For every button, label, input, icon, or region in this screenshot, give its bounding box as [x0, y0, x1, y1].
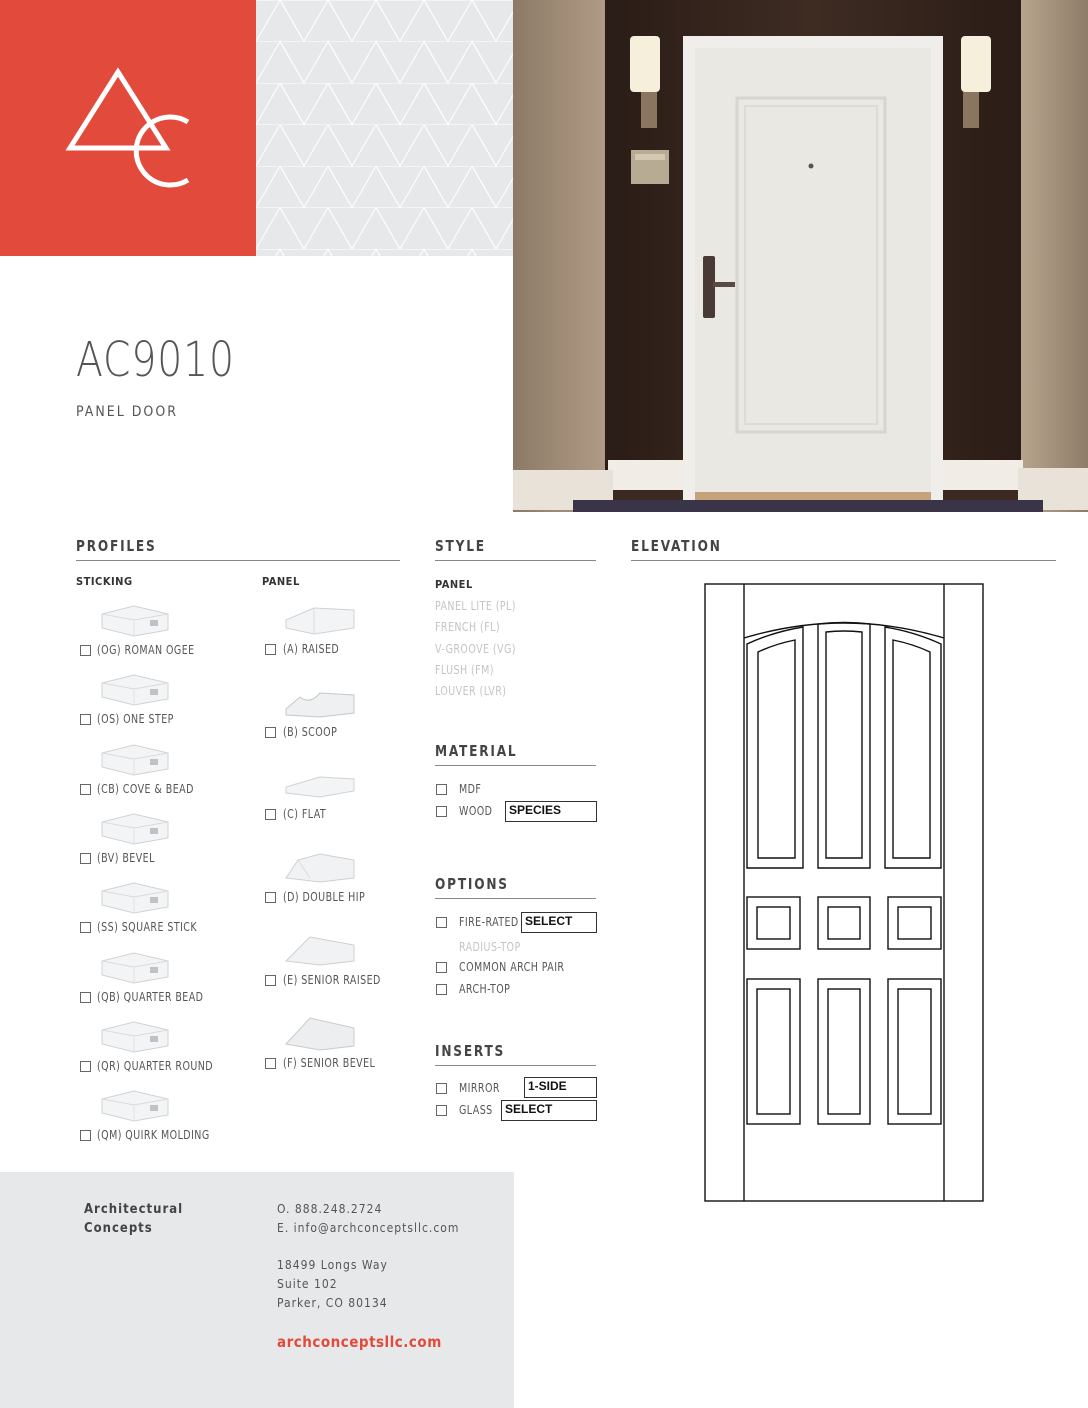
sticking-label: (BV) BEVEL	[97, 850, 155, 865]
sticking-heading: STICKING	[76, 575, 133, 588]
wood-label: WOOD	[459, 804, 493, 818]
sticking-label: (CB) COVE & BEAD	[97, 781, 194, 796]
hotel-door-image	[513, 0, 1088, 512]
sticking-label: (QB) QUARTER BEAD	[97, 989, 204, 1004]
glass-checkbox[interactable]	[436, 1105, 447, 1116]
style-divider	[435, 560, 596, 561]
panel-profile-label: (C) FLAT	[283, 807, 327, 822]
door-photo	[513, 0, 1088, 512]
mirror-checkbox[interactable]	[436, 1083, 447, 1094]
style-option[interactable]: V-GROOVE (VG)	[435, 641, 516, 656]
sticking-profile-icon	[94, 808, 172, 844]
panel-profile-icon	[280, 848, 358, 884]
style-option[interactable]: PANEL LITE (PL)	[435, 599, 516, 613]
phone-number[interactable]: O. 888.248.2724	[277, 1202, 383, 1216]
contact-info	[277, 1200, 459, 1238]
triangle-pattern	[256, 0, 513, 256]
panel-profile-checkbox[interactable]	[265, 644, 276, 655]
fire-rated-label: FIRE-RATED	[459, 915, 519, 929]
panel-profile-checkbox[interactable]	[265, 1058, 276, 1069]
sticking-checkbox[interactable]	[80, 645, 91, 656]
mdf-label: MDF	[459, 782, 482, 796]
panel-profile-icon	[280, 931, 358, 967]
sticking-profile-icon	[94, 669, 172, 705]
sticking-profile-icon	[94, 739, 172, 775]
panel-profile-label: (A) RAISED	[283, 642, 340, 656]
company-name	[84, 1200, 183, 1238]
style-option[interactable]: FRENCH (FL)	[435, 620, 500, 635]
species-field[interactable]: SPECIES	[505, 801, 597, 822]
sticking-label: (QR) QUARTER ROUND	[97, 1058, 214, 1073]
panel-profile-icon	[280, 765, 358, 801]
email-address[interactable]: E. info@archconceptsllc.com	[277, 1221, 460, 1235]
company-name-line1: Architectural	[84, 1202, 184, 1217]
panel-profile-label: (E) SENIOR RAISED	[283, 972, 381, 987]
address-line2: Suite 102	[277, 1277, 338, 1291]
sticking-profile-icon	[94, 600, 172, 636]
panel-profile-label: (B) SCOOP	[283, 724, 338, 739]
sticking-label: (QM) QUIRK MOLDING	[97, 1128, 210, 1143]
address-line1: 18499 Longs Way	[277, 1258, 388, 1272]
sticking-label: (OG) ROMAN OGEE	[97, 643, 195, 657]
fire-rated-checkbox[interactable]	[436, 917, 447, 928]
sticking-checkbox[interactable]	[80, 992, 91, 1003]
door-elevation-drawing	[700, 580, 990, 1206]
style-option[interactable]: LOUVER (LVR)	[435, 684, 507, 699]
style-option[interactable]: FLUSH (FM)	[435, 662, 494, 677]
panel-profile-icon	[280, 600, 358, 636]
common-arch-checkbox[interactable]	[436, 962, 447, 973]
inserts-heading: INSERTS	[435, 1042, 506, 1060]
panel-profile-icon	[280, 1014, 358, 1050]
product-type: PANEL DOOR	[76, 404, 178, 420]
style-heading: STYLE	[435, 537, 486, 555]
style-selected[interactable]: PANEL	[435, 578, 473, 591]
inserts-divider	[435, 1065, 596, 1066]
mirror-label: MIRROR	[459, 1081, 500, 1095]
sticking-profile-icon	[94, 1085, 172, 1121]
common-arch-label: COMMON ARCH PAIR	[459, 960, 565, 974]
radius-top-label: RADIUS-TOP	[459, 940, 521, 954]
panel-profile-label: (D) DOUBLE HIP	[283, 890, 366, 905]
logo-panel	[0, 0, 256, 256]
sticking-checkbox[interactable]	[80, 784, 91, 795]
website-link[interactable]: archconceptsllc.com	[277, 1333, 442, 1351]
mirror-select[interactable]: 1-SIDE	[524, 1077, 597, 1098]
elevation-heading: ELEVATION	[631, 537, 722, 555]
sticking-profile-icon	[94, 947, 172, 983]
sticking-checkbox[interactable]	[80, 1130, 91, 1141]
glass-label: GLASS	[459, 1103, 493, 1117]
sticking-profile-icon	[94, 877, 172, 913]
panel-heading: PANEL	[262, 575, 300, 588]
panel-profile-checkbox[interactable]	[265, 892, 276, 903]
product-code: AC9010	[76, 332, 235, 388]
ac-logo-icon	[0, 0, 256, 256]
sticking-profile-icon	[94, 1016, 172, 1052]
sticking-checkbox[interactable]	[80, 853, 91, 864]
mdf-checkbox[interactable]	[436, 784, 447, 795]
fire-rated-select[interactable]: SELECT	[521, 912, 597, 933]
sticking-checkbox[interactable]	[80, 922, 91, 933]
panel-profile-checkbox[interactable]	[265, 727, 276, 738]
profiles-heading: PROFILES	[76, 537, 157, 555]
panel-profile-label: (F) SENIOR BEVEL	[283, 1055, 376, 1070]
arch-top-label: ARCH-TOP	[459, 982, 511, 996]
glass-select[interactable]: SELECT	[501, 1100, 597, 1121]
profiles-divider	[76, 560, 400, 561]
sticking-checkbox[interactable]	[80, 714, 91, 725]
triangle-pattern-graphic	[256, 0, 513, 256]
address-line3: Parker, CO 80134	[277, 1296, 388, 1310]
options-divider	[435, 898, 596, 899]
sticking-checkbox[interactable]	[80, 1061, 91, 1072]
material-divider	[435, 765, 596, 766]
options-heading: OPTIONS	[435, 875, 509, 893]
panel-profile-icon	[280, 683, 358, 719]
address	[277, 1256, 388, 1313]
wood-checkbox[interactable]	[436, 806, 447, 817]
panel-profile-checkbox[interactable]	[265, 975, 276, 986]
panel-profile-checkbox[interactable]	[265, 809, 276, 820]
elevation-divider	[631, 560, 1056, 561]
sticking-label: (OS) ONE STEP	[97, 712, 174, 727]
arch-top-checkbox[interactable]	[436, 984, 447, 995]
material-heading: MATERIAL	[435, 742, 518, 760]
company-name-line2: Concepts	[84, 1221, 153, 1236]
sticking-label: (SS) SQUARE STICK	[97, 920, 198, 935]
